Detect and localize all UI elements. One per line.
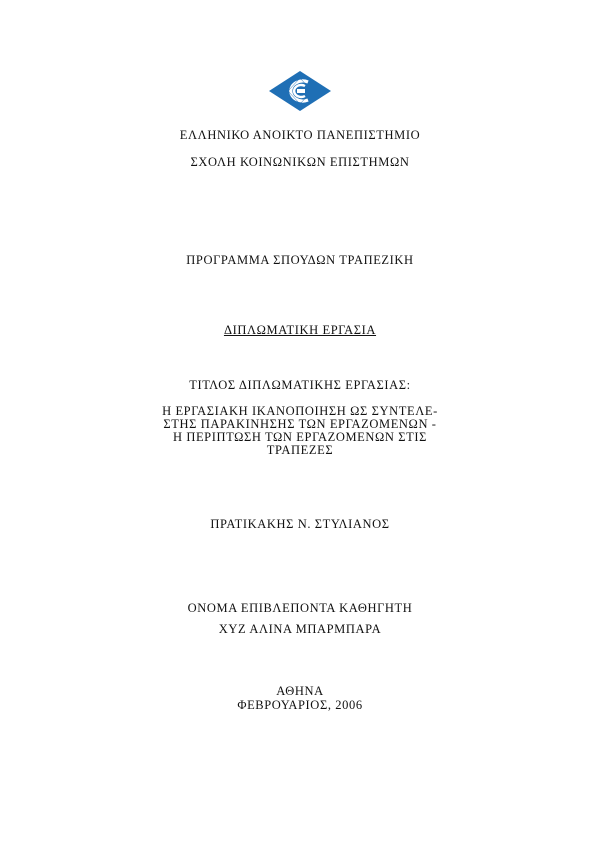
city: ΑΘΗΝΑ <box>276 684 324 698</box>
thesis-title-line: Η ΠΕΡΙΠΤΩΣΗ ΤΩΝ ΕΡΓΑΖΟΜΕΝΩΝ ΣΤΙΣ <box>172 430 428 444</box>
submission-date: ΦΕΒΡΟΥΑΡΙΟΣ, 2006 <box>237 698 363 712</box>
document-type-text: ΔΙΠΛΩΜΑΤΙΚΗ ΕΡΓΑΣΙΑ <box>223 323 377 337</box>
thesis-title-line: ΣΤΗΣ ΠΑΡΑΚΙΝΗΣΗΣ ΤΩΝ ΕΡΓΑΖΟΜΕΝΩΝ - <box>163 417 437 431</box>
author-name: ΠΡΑΤΙΚΑΚΗΣ Ν. ΣΤΥΛΙΑΝΟΣ <box>210 517 390 531</box>
thesis-title-line: Η ΕΡΓΑΣΙΑΚΗ ΙΚΑΝΟΠΟΙΗΣΗ ΩΣ ΣΥΝΤΕΛΕ- <box>162 404 438 418</box>
eap-logo-icon <box>268 70 332 112</box>
thesis-title-line: ΤΡΑΠΕΖΕΣ <box>266 443 334 457</box>
program-name: ΠΡΟΓΡΑΜΜΑ ΣΠΟΥΔΩΝ ΤΡΑΠΕΖΙΚΗ <box>186 253 414 267</box>
thesis-title <box>0 405 600 457</box>
supervisor-label: ΟΝΟΜΑ ΕΠΙΒΛΕΠΟΝΤΑ ΚΑΘΗΓΗΤΗ <box>187 601 413 615</box>
supervisor-name: ΧΥΖ ΑΛΙΝΑ ΜΠΑΡΜΠΑΡΑ <box>218 622 382 636</box>
university-name: ΕΛΛΗΝΙΚΟ ΑΝΟΙΚΤΟ ΠΑΝΕΠΙΣΤΗΜΙΟ <box>179 128 421 142</box>
school-name: ΣΧΟΛΗ ΚΟΙΝΩΝΙΚΩΝ ΕΠΙΣΤΗΜΩΝ <box>190 155 410 169</box>
document-type <box>0 323 600 337</box>
thesis-title-label: ΤΙΤΛΟΣ ΔΙΠΛΩΜΑΤΙΚΗΣ ΕΡΓΑΣΙΑΣ: <box>189 378 411 392</box>
